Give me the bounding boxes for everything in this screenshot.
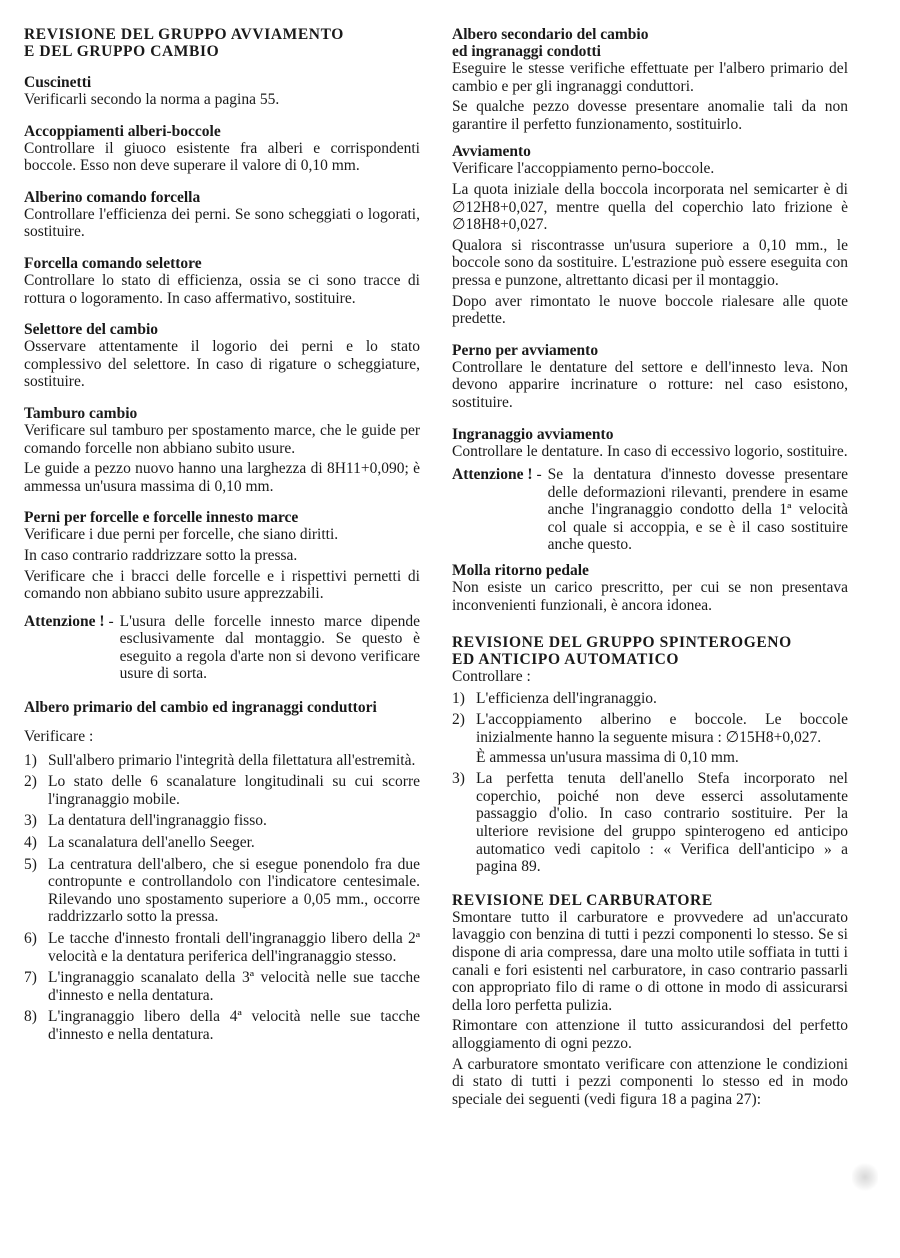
section-heading: Selettore del cambio	[24, 321, 159, 339]
attention-label: Attenzione !	[452, 466, 533, 484]
chapter-title: REVISIONE DEL CARBURATORE	[452, 891, 713, 909]
section-heading: Albero primario del cambio ed ingranaggi conduttori	[24, 699, 377, 717]
attention-note	[452, 466, 848, 554]
right-column	[452, 26, 848, 1108]
paragraph: Verificare che i bracci delle forcelle e i rispettivi pernetti di comando non abbiano subito usure apprezzabili.	[24, 567, 420, 603]
paragraph: La quota iniziale della boccola incorporata nel semicarter è di ∅12H8+0,027, mentre quella del coperchio lato frizione è ∅18H8+0,027.	[452, 180, 848, 234]
section-spinterogeno	[452, 634, 848, 876]
list-item: 2) L'accoppiamento alberino e boccole. Le boccole inizialmente hanno la seguente misura : ∅15H8+0,027.	[452, 711, 848, 747]
section-heading-line-2: ed ingranaggi condotti	[452, 43, 601, 60]
section-heading: Accoppiamenti alberi-boccole	[24, 122, 221, 140]
paragraph: Non esiste un carico prescritto, per cui se non presentava inconvenienti funzionali, è ancora idonea.	[452, 579, 848, 614]
list-item: 5) La centratura dell'albero, che si esegue ponendolo fra due contropunte e controllandolo con l'indicatore centesimale. Rilevando uno spostamento superiore a 0,05 mm., occorre raddrizzarlo sotto la pressa.	[24, 855, 420, 926]
section-selettore-cambio	[24, 321, 420, 391]
paragraph: Controllare l'efficienza dei perni. Se sono scheggiati o logorati, sostituire.	[24, 205, 420, 241]
attention-label: Attenzione !	[24, 612, 105, 630]
list-item: 1) Sull'albero primario l'integrità della filettatura all'estremità.	[24, 751, 416, 769]
paragraph: Le guide a pezzo nuovo hanno una larghezza di 8H11+0,090; è ammessa un'usura massima di 0,10 mm.	[24, 460, 420, 495]
paragraph: Smontare tutto il carburatore e provvedere ad un'accurato lavaggio con benzina di tutti i pezzi componenti lo stesso. Se si dispone di aria compressa, dare una molto utile soffiata in tutti i canali e fori esistenti nel carburatore, in caso contrario passarli con appropriato filo di rame o di ottone in modo di assicurarsi della loro perfetta pulizia.	[452, 908, 848, 1014]
section-heading: Cuscinetti	[24, 74, 92, 91]
attention-dash: -	[536, 466, 542, 484]
paragraph: Osservare attentamente il logorio dei perni e lo stato complessivo del selettore. In caso di rigature o scheggiature, sostituire.	[24, 338, 420, 391]
list-intro: Verificare :	[24, 728, 94, 746]
section-ingranaggio-avviamento	[452, 426, 848, 461]
paragraph: Eseguire le stesse verifiche effettuate per l'albero primario del cambio e per gli ingranaggi conduttori.	[452, 60, 848, 95]
section-tamburo-cambio	[24, 405, 420, 495]
section-revisione-avviamento-cambio	[24, 26, 420, 60]
list-item: 6) Le tacche d'innesto frontali dell'ingranaggio libero della 2ª velocità e la dentatura periferica dell'ingranaggio stesso.	[24, 930, 420, 965]
list-item: 1) L'efficienza dell'ingranaggio.	[452, 689, 657, 707]
paragraph: Se qualche pezzo dovesse presentare anomalie tali da non garantire il perfetto funzionamento, sostituirlo.	[452, 98, 848, 133]
section-alberino-comando	[24, 189, 420, 241]
section-carburatore	[452, 892, 848, 1109]
attention-dash: -	[108, 612, 114, 630]
list-item: 7) L'ingranaggio scanalato della 3ª velocità nelle sue tacche d'innesto e nella dentatura.	[24, 969, 420, 1004]
section-heading: Perno per avviamento	[452, 341, 599, 359]
section-accoppiamenti	[24, 123, 420, 175]
paragraph: Verificare i due perni per forcelle, che siano diritti.	[24, 526, 339, 544]
paragraph: Controllare le dentature del settore e dell'innesto leva. Non devono apparire incrinature o rotture: nel caso esistono, sostituire.	[452, 358, 848, 411]
list-item: È ammessa un'usura massima di 0,10 mm.	[476, 748, 739, 766]
section-heading: Molla ritorno pedale	[452, 562, 589, 580]
paragraph: Controllare le dentature. In caso di eccessivo logorio, sostituire.	[452, 442, 848, 460]
paragraph: Verificare sul tamburo per spostamento marce, che le guide per comando forcelle non abbiano subito usure.	[24, 421, 420, 457]
chapter-title-line-1: REVISIONE DEL GRUPPO SPINTEROGENO	[452, 634, 792, 652]
list-item: 3) La perfetta tenuta dell'anello Stefa incorporato nel coperchio, poiché non deve esserci assolutamente passaggio d'olio. In caso contrario sostituire. Per la ulteriore revisione del gruppo spinterogeno ed anticipo automatico vedi capitolo : « Verifica dell'anticipo » a pagina 89.	[452, 770, 848, 876]
section-albero-primario	[24, 699, 420, 1044]
paragraph: A carburatore smontato verificare con attenzione le condizioni di stato di tutti i pezzi componenti lo stesso ed in modo speciale dei seguenti (vedi figura 18 a pagina 27):	[452, 1055, 848, 1108]
list-item: 3) La dentatura dell'ingranaggio fisso.	[24, 812, 267, 830]
numbered-list	[452, 690, 848, 876]
chapter-title-line-1: REVISIONE DEL GRUPPO AVVIAMENTO	[24, 26, 344, 43]
chapter-title-line-2: ED ANTICIPO AUTOMATICO	[452, 651, 680, 669]
section-heading: Avviamento	[452, 143, 531, 161]
paragraph: Rimontare con attenzione il tutto assicurandosi del perfetto alloggiamento di ogni pezzo.	[452, 1017, 848, 1052]
section-heading: Alberino comando forcella	[24, 188, 201, 206]
list-intro: Controllare :	[452, 668, 531, 686]
scan-smudge	[852, 1162, 878, 1192]
attention-text: Se la dentatura d'innesto dovesse presentare delle deformazioni rilevanti, prendere in esame anche l'ingranaggio condotto della 1ª velocità col quale si accoppia, e se è il caso sostituire anche questo.	[547, 466, 848, 554]
section-avviamento	[452, 143, 848, 327]
section-heading: Tamburo cambio	[24, 404, 138, 422]
attention-text: L'usura delle forcelle innesto marce dipende esclusivamente dal montaggio. Se questo è eseguito a regola d'arte non si devono verificare usure di sorta.	[119, 612, 420, 683]
paragraph: In caso contrario raddrizzare sotto la pressa.	[24, 546, 298, 564]
numbered-list	[24, 752, 420, 1044]
section-heading: Ingranaggio avviamento	[452, 425, 614, 443]
section-molla-ritorno	[452, 562, 848, 614]
list-item: 2) Lo stato delle 6 scanalature longitudinali su cui scorre l'ingranaggio mobile.	[24, 773, 420, 808]
chapter-title-line-2: E DEL GRUPPO CAMBIO	[24, 43, 220, 60]
section-forcella-selettore	[24, 255, 420, 307]
paragraph: Qualora si riscontrasse un'usura superiore a 0,10 mm., le boccole sono da sostituire. L'estrazione può essere eseguita con pressa e punzone, altrettanto dicasi per il montaggio.	[452, 236, 848, 289]
section-perni-forcelle	[24, 509, 420, 602]
list-item: 8) L'ingranaggio libero della 4ª velocità nelle sue tacche d'innesto e nella dentatura.	[24, 1008, 420, 1043]
section-heading: Forcella comando selettore	[24, 254, 202, 272]
attention-note	[24, 613, 420, 683]
paragraph: Dopo aver rimontato le nuove boccole rialesare alle quote predette.	[452, 292, 848, 328]
list-item: 4) La scanalatura dell'anello Seeger.	[24, 834, 255, 852]
section-heading: Perni per forcelle e forcelle innesto marce	[24, 509, 299, 527]
paragraph: Verificarli secondo la norma a pagina 55.	[24, 91, 280, 108]
section-cuscinetti	[24, 74, 420, 109]
paragraph: Controllare lo stato di efficienza, ossia se ci sono tracce di rottura o logoramento. In caso affermativo, sostituire.	[24, 271, 420, 307]
section-heading-line-1: Albero secondario del cambio	[452, 26, 649, 43]
section-perno-avviamento	[452, 342, 848, 412]
paragraph: Controllare il giuoco esistente fra alberi e corrispondenti boccole. Esso non deve superare il valore di 0,10 mm.	[24, 139, 420, 175]
section-albero-secondario	[452, 26, 848, 133]
left-column	[24, 26, 420, 1044]
paragraph: Verificare l'accoppiamento perno-boccole.	[452, 160, 715, 178]
